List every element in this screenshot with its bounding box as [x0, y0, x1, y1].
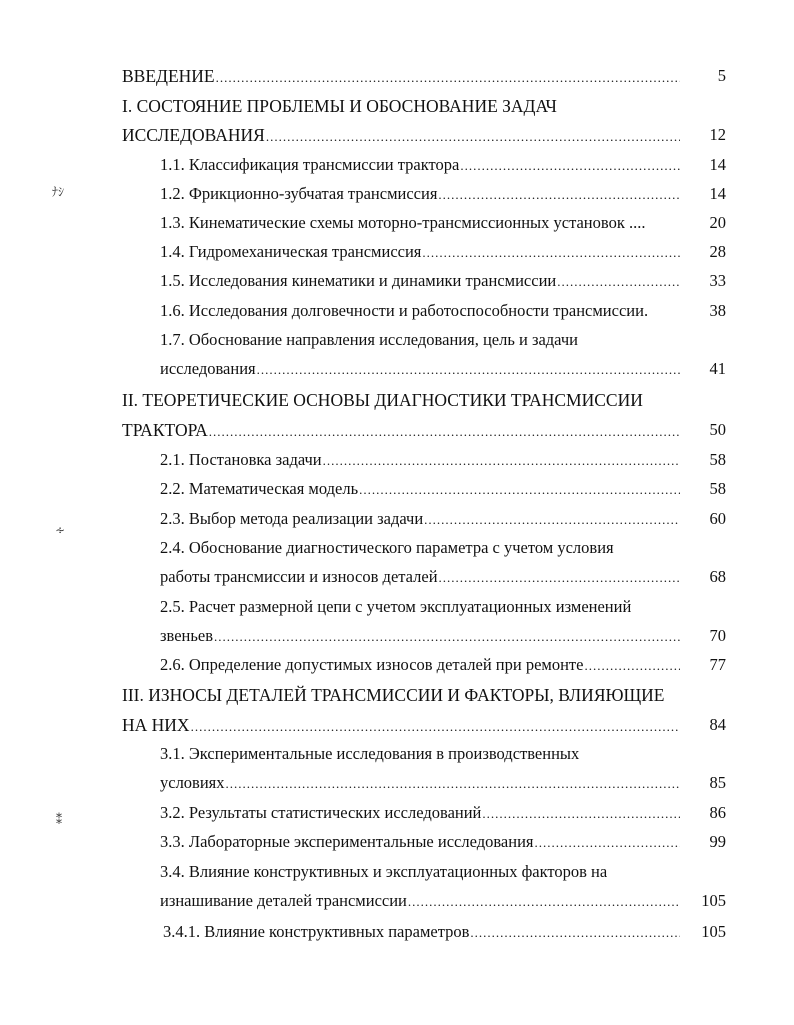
toc-entry-label: 1.3. Кинематические схемы моторно-трансмиссионных установок ....: [160, 213, 646, 232]
toc-page-number: 14: [709, 155, 726, 174]
toc-entry-label: 3.3. Лабораторные экспериментальные исследования: [160, 832, 534, 851]
dot-leader: [214, 626, 680, 648]
toc-entry-label: условиях: [160, 773, 225, 792]
dot-leader: [408, 891, 680, 913]
toc-entry-label: звеньев: [160, 626, 214, 645]
toc-entry-label: исследования: [160, 359, 256, 378]
toc-page-number: 68: [709, 567, 726, 586]
toc-entry-label: 2.2. Математическая модель: [160, 479, 359, 498]
toc-entry-label: 3.4. Влияние конструктивных и эксплуатационных факторов на: [160, 862, 608, 881]
toc-page-number: 60: [709, 509, 726, 528]
toc-entry-label: ВВЕДЕНИЕ: [122, 66, 215, 86]
toc-entry-label: 2.1. Постановка задачи: [160, 450, 322, 469]
toc-entry-label: 1.7. Обоснование направления исследования, цель и задачи: [160, 330, 578, 349]
toc-entry-label: 1.4. Гидромеханическая трансмиссия: [160, 242, 422, 261]
toc-entry-label: 1.5. Исследования кинематики и динамики трансмиссии: [160, 271, 557, 290]
toc-entry-label: НА НИХ: [122, 715, 190, 735]
toc-entry[interactable]: [160, 358, 680, 380]
dot-leader: [323, 450, 680, 472]
toc-page-number: 38: [709, 301, 726, 320]
toc-entry[interactable]: [160, 537, 680, 559]
toc-entry-label: I. СОСТОЯНИЕ ПРОБЛЕМЫ И ОБОСНОВАНИЕ ЗАДАЧ: [122, 96, 557, 116]
toc-entry[interactable]: [163, 921, 680, 943]
toc-entry[interactable]: [122, 124, 680, 146]
toc-entry-label: 2.5. Расчет размерной цепи с учетом эксплуатационных изменений: [160, 597, 632, 616]
scan-mark: ﾅｼ: [52, 185, 65, 199]
toc-entry-label: 1.6. Исследования долговечности и работоспособности трансмиссии.: [160, 301, 649, 320]
toc-page-number: 99: [709, 832, 726, 851]
toc-page-number: 20: [709, 213, 726, 232]
toc-entry[interactable]: [160, 802, 680, 824]
toc-entry-label: 3.1. Экспериментальные исследования в производственных: [160, 744, 580, 763]
toc-entry-label: 1.2. Фрикционно-зубчатая трансмиссия: [160, 184, 438, 203]
dot-leader: [470, 922, 680, 944]
toc-entry[interactable]: [160, 154, 680, 176]
toc-page-number: 105: [701, 891, 726, 910]
toc-entry[interactable]: [160, 596, 680, 618]
toc-entry[interactable]: [122, 684, 680, 706]
dot-leader: [209, 421, 680, 443]
toc-page-number: 12: [709, 125, 726, 144]
dot-leader: [266, 126, 680, 148]
toc-entry-label: 3.4.1. Влияние конструктивных параметров: [163, 922, 470, 941]
dot-leader: [482, 803, 680, 825]
toc-entry[interactable]: [160, 566, 680, 588]
toc-page-number: 5: [717, 66, 726, 85]
dot-leader: [216, 67, 680, 89]
toc-entry-label: ТРАКТОРА: [122, 420, 208, 440]
toc-entry-label: II. ТЕОРЕТИЧЕСКИЕ ОСНОВЫ ДИАГНОСТИКИ ТРАНСМИССИИ: [122, 390, 643, 410]
toc-entry[interactable]: [160, 861, 680, 883]
toc-page-number: 86: [709, 803, 726, 822]
toc-page-number: 50: [709, 420, 726, 439]
toc-entry[interactable]: [160, 772, 680, 794]
dot-leader: [584, 655, 680, 677]
toc-page-number: 77: [709, 655, 726, 674]
toc-entry[interactable]: [160, 212, 680, 234]
toc-entry-label: изнашивание деталей трансмиссии: [160, 891, 407, 910]
toc-entry[interactable]: [160, 831, 680, 853]
toc-entry[interactable]: [160, 449, 680, 471]
toc-entry[interactable]: [122, 714, 680, 736]
dot-leader: [439, 567, 680, 589]
toc-entry[interactable]: [160, 625, 680, 647]
dot-leader: [460, 155, 680, 177]
toc-page-number: 105: [701, 922, 726, 941]
toc-entry-label: 3.2. Результаты статистических исследований: [160, 803, 482, 822]
dot-leader: [257, 359, 680, 381]
scan-mark: ∻: [55, 523, 66, 537]
toc-entry[interactable]: [160, 478, 680, 500]
toc-entry-label: работы трансмиссии и износов деталей: [160, 567, 438, 586]
dot-leader: [191, 716, 680, 738]
scan-mark: ⁑: [56, 813, 62, 827]
toc-entry[interactable]: [160, 241, 680, 263]
toc-entry-label: III. ИЗНОСЫ ДЕТАЛЕЙ ТРАНСМИССИИ И ФАКТОРЫ, ВЛИЯЮЩИЕ: [122, 685, 665, 705]
toc-entry[interactable]: [160, 890, 680, 912]
dot-leader: [422, 242, 680, 264]
dot-leader: [557, 271, 680, 293]
toc-entry[interactable]: [160, 329, 680, 351]
toc-page-number: 58: [709, 450, 726, 469]
dot-leader: [438, 184, 680, 206]
toc-page-number: 41: [709, 359, 726, 378]
toc-entry[interactable]: [122, 65, 680, 87]
toc-entry-label: 2.3. Выбор метода реализации задачи: [160, 509, 424, 528]
dot-leader: [424, 509, 680, 531]
toc-page-number: 58: [709, 479, 726, 498]
toc-entry[interactable]: [160, 270, 680, 292]
toc-entry-label: 2.6. Определение допустимых износов деталей при ремонте: [160, 655, 584, 674]
toc-entry-label: 2.4. Обоснование диагностического параметра с учетом условия: [160, 538, 614, 557]
dot-leader: [535, 832, 681, 854]
toc-page-number: 84: [709, 715, 726, 734]
toc-entry[interactable]: [122, 95, 680, 117]
toc-entry[interactable]: [160, 508, 680, 530]
toc-entry-label: ИССЛЕДОВАНИЯ: [122, 125, 265, 145]
toc-entry[interactable]: [160, 654, 680, 676]
toc-page-number: 85: [709, 773, 726, 792]
dot-leader: [359, 479, 680, 501]
toc-entry[interactable]: [160, 743, 680, 765]
toc-entry-label: 1.1. Классификация трансмиссии трактора: [160, 155, 460, 174]
toc-entry[interactable]: [122, 419, 680, 441]
toc-page-number: 33: [709, 271, 726, 290]
toc-entry[interactable]: [160, 300, 680, 322]
toc-entry[interactable]: [160, 183, 680, 205]
toc-page-number: 14: [709, 184, 726, 203]
toc-page-number: 70: [709, 626, 726, 645]
dot-leader: [226, 773, 680, 795]
toc-page-number: 28: [709, 242, 726, 261]
toc-entry[interactable]: [122, 389, 680, 411]
